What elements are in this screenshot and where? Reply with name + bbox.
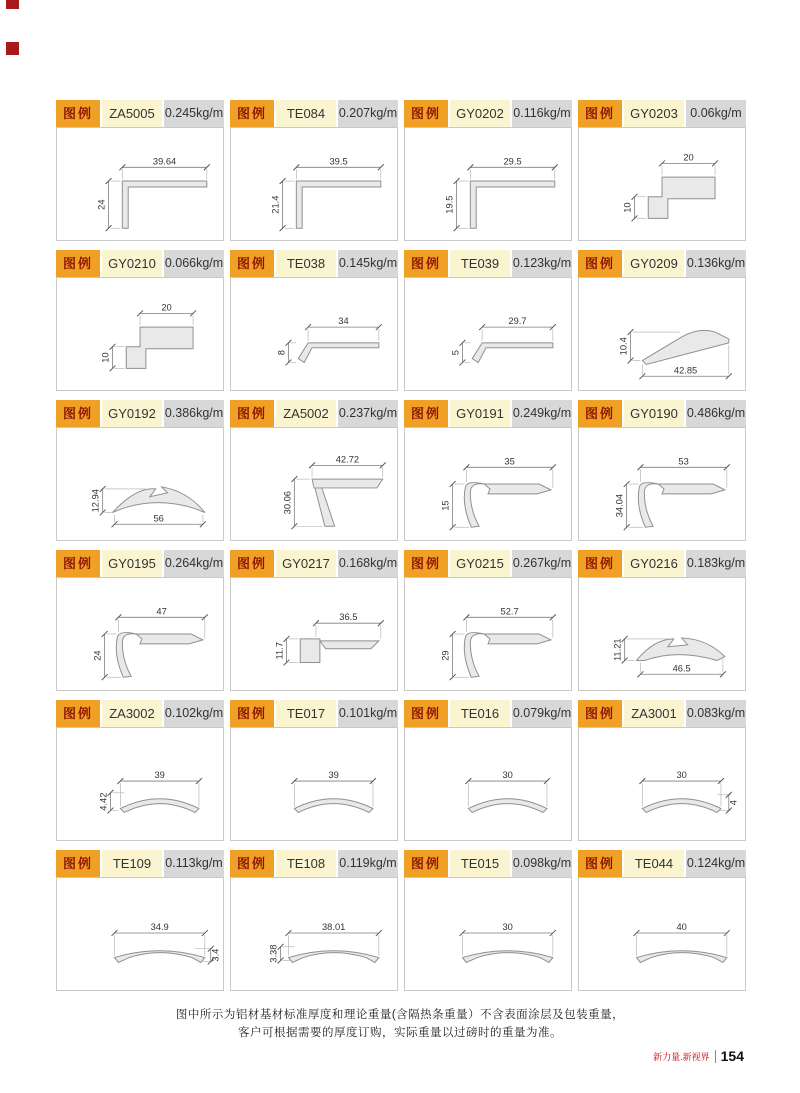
dimension-label: 10 [622, 202, 633, 213]
profile-shape [468, 799, 547, 813]
dimension-label: 39.64 [152, 156, 177, 167]
profile-header [56, 250, 224, 277]
legend-badge: 图例 [230, 550, 276, 577]
profile-cross-section [579, 578, 745, 690]
model-label: GY0191 [450, 400, 512, 427]
profile-drawing [56, 127, 224, 241]
profile-shape [116, 633, 203, 678]
legend-badge: 图例 [230, 250, 276, 277]
weight-label: 0.267kg/m [512, 550, 572, 577]
weight-label: 0.386kg/m [164, 400, 224, 427]
dimension-label: 39 [328, 770, 339, 781]
profile-cross-section [405, 578, 571, 690]
profile-header [578, 100, 746, 127]
weight-label: 0.113kg/m [164, 850, 224, 877]
dimension-label: 21.4 [270, 195, 281, 214]
model-label: GY0203 [624, 100, 686, 127]
profile-cell [404, 100, 572, 241]
weight-label: 0.083kg/m [686, 700, 746, 727]
weight-label: 0.06kg/m [686, 100, 746, 127]
legend-badge: 图例 [578, 400, 624, 427]
profile-shape [462, 951, 552, 963]
legend-badge: 图例 [578, 550, 624, 577]
dimension-label: 4 [728, 800, 739, 806]
model-label: GY0190 [624, 400, 686, 427]
weight-label: 0.066kg/m [164, 250, 224, 277]
profile-drawing [578, 277, 746, 391]
dimension-label: 24 [92, 650, 103, 661]
profile-header [404, 850, 572, 877]
profile-cross-section [57, 278, 223, 390]
profile-cross-section [405, 878, 571, 990]
profile-cross-section [579, 428, 745, 540]
profile-header [578, 850, 746, 877]
corner-mark-top [6, 0, 19, 9]
profile-shape [470, 181, 554, 228]
profile-cross-section [579, 128, 745, 240]
dimension-label: 52.7 [500, 606, 519, 617]
profile-cell [578, 850, 746, 991]
model-label: ZA3001 [624, 700, 686, 727]
profile-header [56, 550, 224, 577]
profile-cell [56, 850, 224, 991]
profile-header [230, 400, 398, 427]
profile-cell [230, 250, 398, 391]
model-label: GY0217 [276, 550, 338, 577]
dimension-label: 36.5 [339, 612, 358, 623]
profile-drawing [230, 427, 398, 541]
profile-shape [642, 799, 721, 813]
weight-label: 0.237kg/m [338, 400, 398, 427]
profile-cross-section [405, 728, 571, 840]
legend-badge: 图例 [230, 850, 276, 877]
dimension-label: 20 [161, 302, 172, 313]
brand-text: 新力量.新视界 [653, 1051, 710, 1062]
weight-label: 0.116kg/m [512, 100, 572, 127]
profile-header [404, 100, 572, 127]
model-label: TE039 [450, 250, 512, 277]
weight-label: 0.249kg/m [512, 400, 572, 427]
dimension-label: 39.5 [329, 156, 348, 167]
profile-cell [404, 550, 572, 691]
dimension-label: 30 [502, 770, 513, 781]
model-label: GY0195 [102, 550, 164, 577]
dimension-label: 3.38 [268, 944, 279, 963]
legend-badge: 图例 [404, 550, 450, 577]
profile-header [578, 550, 746, 577]
profile-drawing [230, 877, 398, 991]
footer-divider-icon [715, 1050, 716, 1063]
weight-label: 0.098kg/m [512, 850, 572, 877]
page-footer [653, 1048, 744, 1064]
model-label: GY0216 [624, 550, 686, 577]
legend-badge: 图例 [404, 850, 450, 877]
model-label: TE015 [450, 850, 512, 877]
profile-cell [404, 250, 572, 391]
weight-label: 0.145kg/m [338, 250, 398, 277]
model-label: TE017 [276, 700, 338, 727]
dimension-label: 8 [276, 350, 287, 356]
profile-cell [578, 400, 746, 541]
dimension-label: 42.72 [335, 454, 360, 465]
profile-header [230, 550, 398, 577]
legend-badge: 图例 [56, 700, 102, 727]
profile-cell [578, 250, 746, 391]
dimension-label: 39 [154, 770, 165, 781]
profile-header [56, 700, 224, 727]
profile-drawing [230, 127, 398, 241]
model-label: TE038 [276, 250, 338, 277]
dimension-label: 46.5 [672, 663, 691, 674]
profile-header [404, 700, 572, 727]
weight-label: 0.124kg/m [686, 850, 746, 877]
profile-shape [638, 483, 725, 528]
profile-shape [642, 330, 728, 364]
profile-header [578, 700, 746, 727]
dimension-label: 19.5 [444, 195, 455, 214]
profile-cell [578, 700, 746, 841]
profile-header [56, 100, 224, 127]
profile-shape [296, 181, 380, 228]
dimension-label: 42.85 [673, 365, 698, 376]
legend-badge: 图例 [56, 550, 102, 577]
model-label: TE109 [102, 850, 164, 877]
weight-label: 0.168kg/m [338, 550, 398, 577]
profile-cell [230, 850, 398, 991]
profile-drawing [404, 877, 572, 991]
dimension-label: 29 [440, 650, 451, 661]
profile-shape [464, 633, 551, 678]
profile-shape [288, 951, 378, 963]
profile-header [230, 850, 398, 877]
dimension-label: 11.7 [274, 641, 285, 660]
model-label: ZA5002 [276, 400, 338, 427]
profile-cross-section [231, 878, 397, 990]
profile-drawing [56, 427, 224, 541]
profile-cross-section [579, 728, 745, 840]
legend-badge: 图例 [56, 250, 102, 277]
dimension-label: 30 [502, 922, 513, 933]
profile-drawing [404, 577, 572, 691]
legend-badge: 图例 [56, 400, 102, 427]
profile-cross-section [57, 578, 223, 690]
weight-label: 0.136kg/m [686, 250, 746, 277]
model-label: TE016 [450, 700, 512, 727]
legend-badge: 图例 [404, 400, 450, 427]
profile-cross-section [405, 278, 571, 390]
profile-shape [114, 951, 204, 963]
profile-drawing [578, 877, 746, 991]
profile-cell [404, 400, 572, 541]
model-label: GY0192 [102, 400, 164, 427]
model-label: TE044 [624, 850, 686, 877]
profile-drawing [404, 727, 572, 841]
page-number: 154 [720, 1048, 744, 1064]
model-label: GY0209 [624, 250, 686, 277]
weight-label: 0.079kg/m [512, 700, 572, 727]
legend-badge: 图例 [404, 700, 450, 727]
profile-drawing [56, 577, 224, 691]
profile-drawing [56, 877, 224, 991]
profile-cell [56, 700, 224, 841]
profile-drawing [56, 727, 224, 841]
dimension-label: 34.04 [614, 493, 625, 518]
weight-label: 0.123kg/m [512, 250, 572, 277]
weight-label: 0.102kg/m [164, 700, 224, 727]
dimension-label: 38.01 [321, 922, 346, 933]
weight-label: 0.183kg/m [686, 550, 746, 577]
profile-cross-section [231, 278, 397, 390]
profile-drawing [578, 727, 746, 841]
profile-header [56, 400, 224, 427]
legend-badge: 图例 [56, 100, 102, 127]
profile-header [230, 250, 398, 277]
dimension-label: 10 [100, 352, 111, 363]
dimension-label: 53 [678, 456, 689, 467]
dimension-label: 15 [440, 500, 451, 511]
profile-cross-section [57, 878, 223, 990]
footer-note [0, 1006, 800, 1042]
profile-drawing [578, 577, 746, 691]
profile-shape [472, 343, 553, 363]
profile-cross-section [405, 428, 571, 540]
profile-cell [230, 400, 398, 541]
profile-drawing [230, 727, 398, 841]
profile-grid [56, 100, 746, 1000]
profile-shape [112, 487, 204, 513]
profile-shape [464, 483, 551, 528]
profile-cell [56, 400, 224, 541]
profile-cross-section [405, 128, 571, 240]
profile-header [230, 700, 398, 727]
profile-cross-section [57, 428, 223, 540]
dimension-label: 20 [683, 152, 694, 163]
footer-note-line1: 图中所示为铝材基材标准厚度和理论重量(含隔热条重量）不含表面涂层及包装重量， [175, 1009, 625, 1021]
profile-header [404, 250, 572, 277]
legend-badge: 图例 [230, 100, 276, 127]
profile-header [404, 550, 572, 577]
dimension-label: 3.4 [210, 948, 221, 962]
dimension-label: 34.9 [150, 922, 169, 933]
weight-label: 0.101kg/m [338, 700, 398, 727]
profile-cross-section [57, 128, 223, 240]
weight-label: 0.119kg/m [338, 850, 398, 877]
profile-cell [578, 550, 746, 691]
corner-mark-bottom [6, 42, 19, 55]
profile-cell [56, 100, 224, 241]
profile-shape [300, 639, 379, 663]
profile-shape [636, 951, 726, 963]
dimension-label: 35 [504, 456, 515, 467]
profile-drawing [404, 127, 572, 241]
legend-badge: 图例 [230, 400, 276, 427]
weight-label: 0.264kg/m [164, 550, 224, 577]
profile-cross-section [231, 728, 397, 840]
weight-label: 0.245kg/m [164, 100, 224, 127]
dimension-label: 40 [676, 922, 687, 933]
dimension-label: 29.7 [508, 316, 527, 327]
legend-badge: 图例 [578, 100, 624, 127]
profile-shape [636, 638, 724, 661]
profile-drawing [404, 427, 572, 541]
dimension-label: 47 [156, 606, 167, 617]
profile-header [56, 850, 224, 877]
profile-shape [122, 181, 206, 228]
profile-drawing [230, 277, 398, 391]
profile-cell [404, 700, 572, 841]
legend-badge: 图例 [578, 700, 624, 727]
profile-cell [230, 550, 398, 691]
dimension-label: 30 [676, 770, 687, 781]
dimension-label: 11.21 [612, 638, 623, 662]
profile-drawing [230, 577, 398, 691]
legend-badge: 图例 [578, 850, 624, 877]
profile-shape [120, 799, 199, 813]
profile-drawing [578, 427, 746, 541]
profile-header [578, 400, 746, 427]
profile-drawing [404, 277, 572, 391]
dimension-label: 10.4 [618, 337, 629, 356]
profile-shape [126, 327, 193, 368]
dimension-label: 12.94 [90, 489, 101, 513]
profile-cell [56, 550, 224, 691]
profile-header [404, 400, 572, 427]
dimension-label: 34 [338, 316, 349, 327]
legend-badge: 图例 [56, 850, 102, 877]
model-label: ZA5005 [102, 100, 164, 127]
profile-shape [312, 479, 383, 526]
profile-cell [230, 700, 398, 841]
profile-cell [56, 250, 224, 391]
profile-cross-section [231, 428, 397, 540]
model-label: GY0215 [450, 550, 512, 577]
profile-shape [648, 177, 715, 218]
legend-badge: 图例 [230, 700, 276, 727]
profile-header [230, 100, 398, 127]
legend-badge: 图例 [578, 250, 624, 277]
profile-cross-section [231, 128, 397, 240]
dimension-label: 56 [153, 513, 164, 524]
profile-cross-section [579, 878, 745, 990]
profile-cross-section [57, 728, 223, 840]
profile-cell [578, 100, 746, 241]
profile-shape [298, 343, 379, 363]
profile-cross-section [579, 278, 745, 390]
footer-note-line2: 客户可根据需要的厚度订购，实际重量以过磅时的重量为准。 [238, 1027, 562, 1039]
profile-cross-section [231, 578, 397, 690]
profile-drawing [578, 127, 746, 241]
weight-label: 0.486kg/m [686, 400, 746, 427]
profile-cell [230, 100, 398, 241]
dimension-label: 30.06 [282, 490, 293, 515]
profile-header [578, 250, 746, 277]
weight-label: 0.207kg/m [338, 100, 398, 127]
model-label: GY0210 [102, 250, 164, 277]
legend-badge: 图例 [404, 100, 450, 127]
model-label: ZA3002 [102, 700, 164, 727]
model-label: GY0202 [450, 100, 512, 127]
profile-drawing [56, 277, 224, 391]
profile-shape [294, 799, 373, 813]
profile-cell [404, 850, 572, 991]
legend-badge: 图例 [404, 250, 450, 277]
dimension-label: 29.5 [503, 156, 522, 167]
dimension-label: 4.42 [98, 792, 109, 811]
dimension-label: 5 [450, 350, 461, 356]
model-label: TE108 [276, 850, 338, 877]
model-label: TE084 [276, 100, 338, 127]
dimension-label: 24 [96, 199, 107, 210]
